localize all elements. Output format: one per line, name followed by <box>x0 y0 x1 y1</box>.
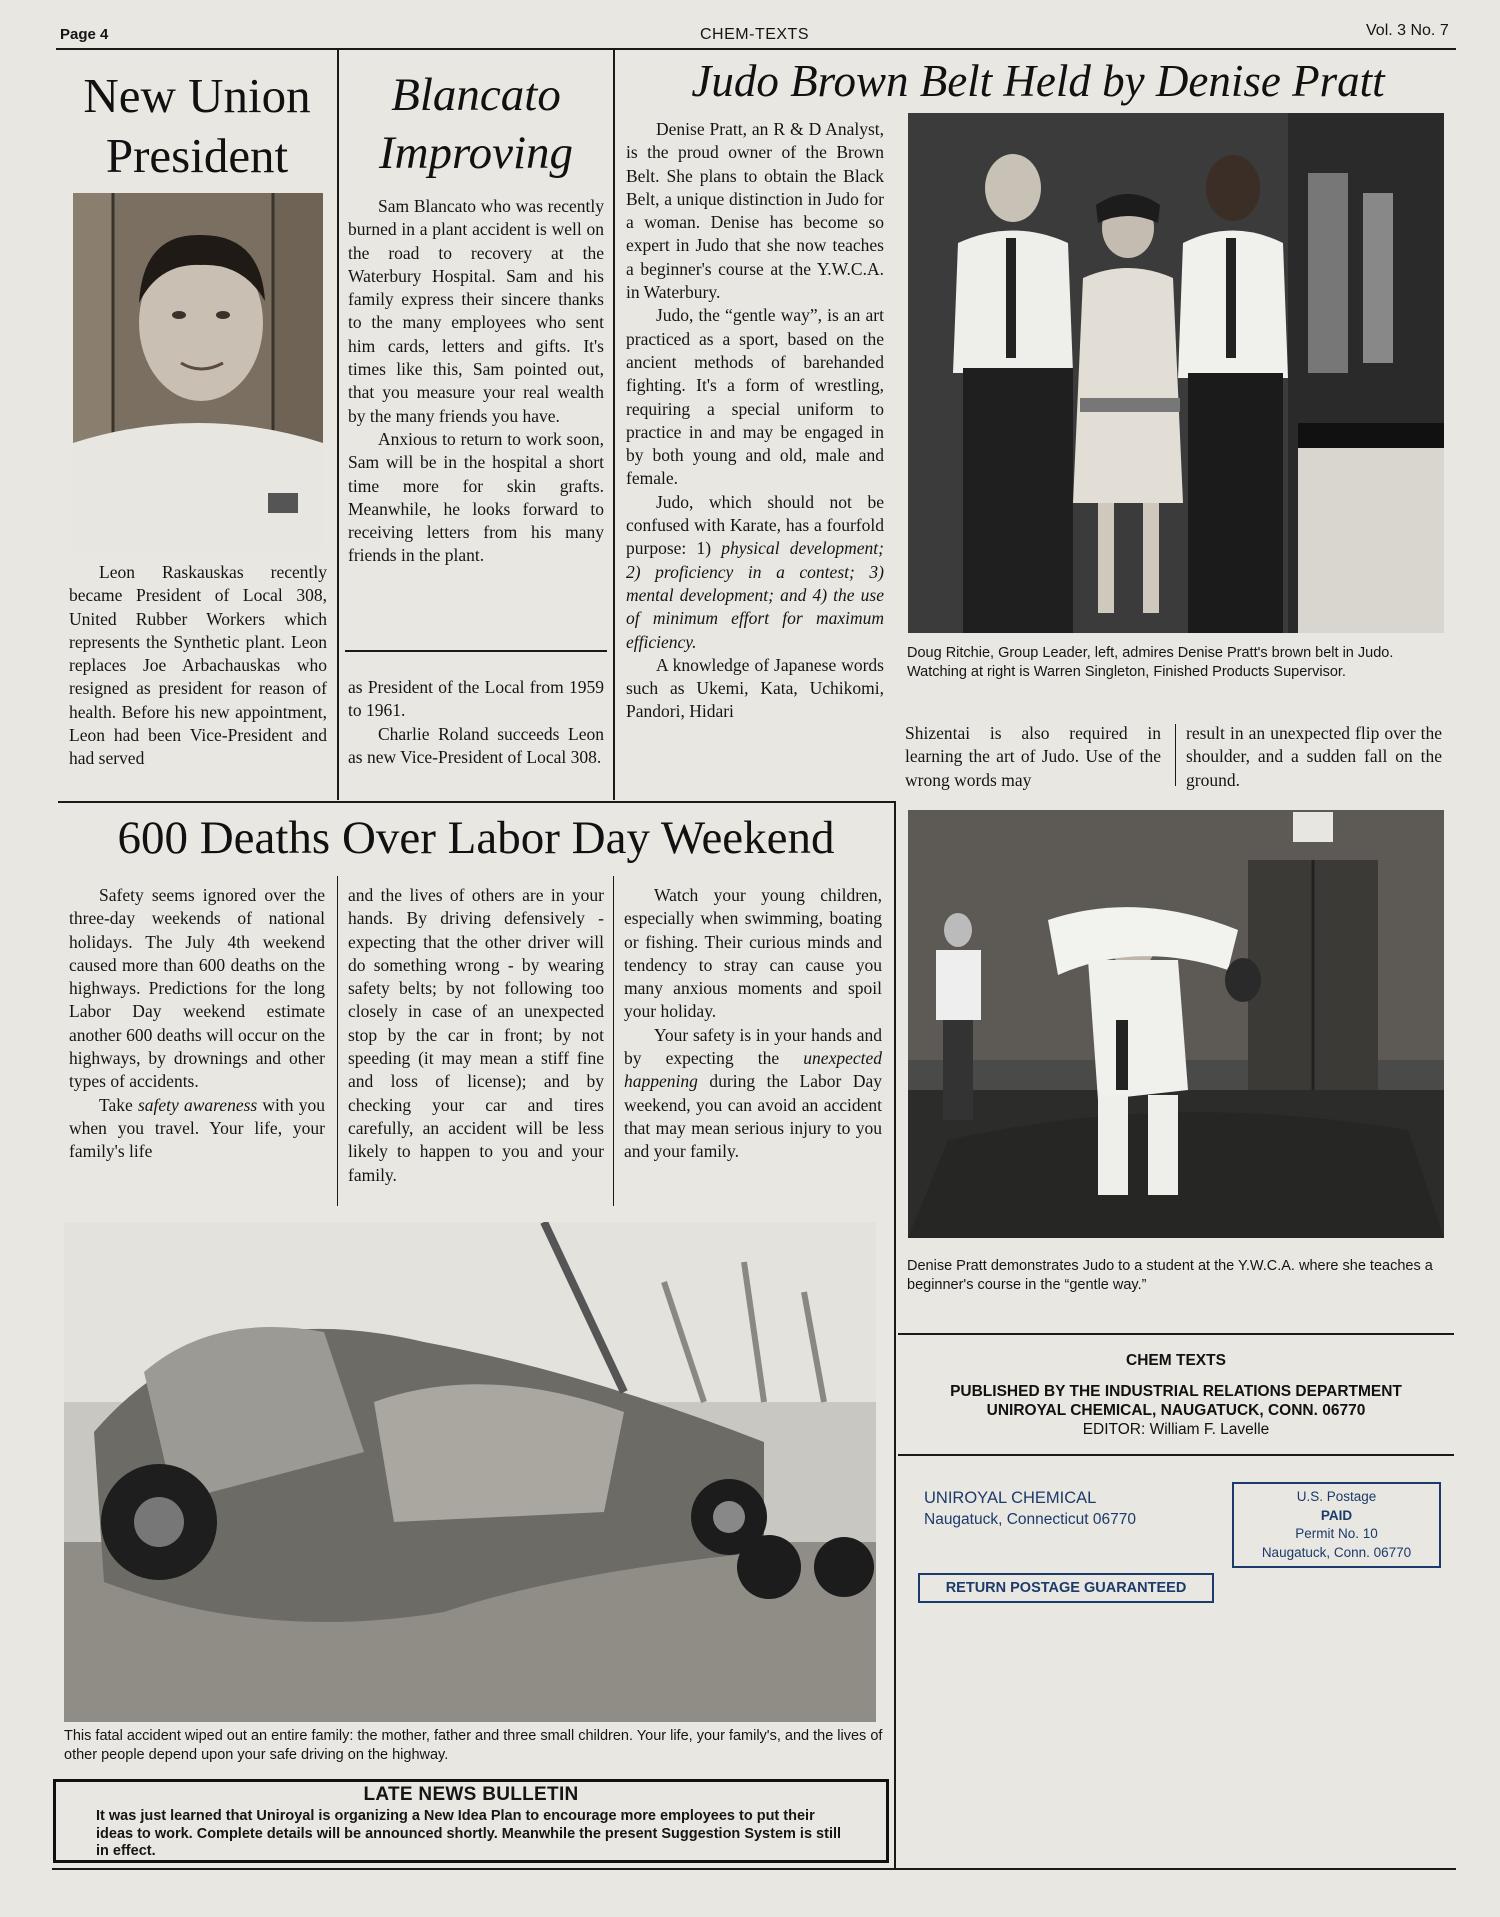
labor-day-col3 <box>624 884 882 1164</box>
judo-paragraph-1: Denise Pratt, an R & D Analyst, is the proud owner of the Brown Belt. She plans to obtain the Black Belt, a unique distinction in Judo for a woman. Denise has become so expert in Judo that she now teaches a beginner's course at the Y.W.C.A. in Waterbury. <box>626 119 884 303</box>
judo-lab-photo <box>908 113 1444 633</box>
masthead-line2: UNIROYAL CHEMICAL, NAUGATUCK, CONN. 06770 <box>986 1402 1366 1419</box>
blancato-paragraph-2: Anxious to return to work soon, Sam will be in the hospital a short time more for skin grafts. Meanwhile, he looks forward to receiving letters from his many friends in the plant. <box>348 428 604 566</box>
masthead <box>898 1351 1454 1439</box>
masthead-bottom-rule <box>898 1454 1454 1456</box>
union-article-continued <box>348 676 604 769</box>
late-news-bulletin <box>53 1779 889 1863</box>
labor-col-rule-2 <box>613 876 614 1206</box>
union-paragraph-3: Charlie Roland succeeds Leon as new Vice-President of Local 308. <box>348 723 604 767</box>
blancato-paragraph-1: Sam Blancato who was recently burned in a plant accident is well on the road to recovery at the Waterbury Hospital. Sam and his family express their sincere thanks to the many employees who sent him cards, letters and gifts. It's times like this, Sam pointed out, that you measure your real wealth by the many friends you have. <box>348 196 604 426</box>
sender-city: Naugatuck, Connecticut 06770 <box>924 1511 1136 1528</box>
publication-title: CHEM-TEXTS <box>700 26 809 43</box>
judo-lab-illustration <box>908 113 1444 633</box>
masthead-top-rule <box>898 1333 1454 1335</box>
sender-name: UNIROYAL CHEMICAL <box>924 1489 1097 1507</box>
section-rule-labor-day <box>58 801 896 803</box>
judo-paragraph-6: result in an unexpected flip over the shoulder, and a sudden fall on the ground. <box>1186 723 1442 790</box>
labor-day-col1-p2-end: with you when you travel. Your life, your family's life <box>69 1094 325 1162</box>
judo-headline: Judo Brown Belt Held by Denise Pratt <box>691 56 1385 106</box>
volume-number: Vol. 3 No. 7 <box>1366 22 1449 39</box>
bulletin-title: LATE NEWS BULLETIN <box>363 1784 579 1805</box>
labor-day-col1-p2-italic: safety awareness <box>137 1094 258 1115</box>
judo-paragraph-3-italic: physical development; 2) proficiency in a contest; 3) mental development; and 4) the use of minimum effort for maximum efficiency. <box>626 538 884 652</box>
postage-line1: U.S. Postage <box>1296 1489 1377 1504</box>
masthead-line1: PUBLISHED BY THE INDUSTRIAL RELATIONS DEPARTMENT <box>950 1383 1402 1400</box>
union-paragraph-2: as President of the Local from 1959 to 1961. <box>348 677 604 721</box>
judo-paragraph-4: A knowledge of Japanese words such as Ukemi, Kata, Uchikomi, Pandori, Hidari <box>626 654 884 722</box>
blancato-headline-line1: Blancato <box>391 69 561 121</box>
labor-day-col3-paragraph-1: Watch your young children, especially when swimming, boating or fishing. Their curious minds and tendency to stray can cause you many anxious moments and spoil your holiday. <box>624 885 882 1022</box>
labor-day-headline: 600 Deaths Over Labor Day Weekend <box>117 812 835 864</box>
union-headline-line1: New Union <box>83 68 311 123</box>
labor-day-col2-paragraph-1: and the lives of others are in your hands. By driving defensively - expecting that the other driver will do something wrong - by wearing safety belts; by not following too closely in case of an unexpected stop by the car in front; by not speeding (it may mean a stiff fine and loss of license); and by checking your car and tires carefully, an accident will be less likely to happen to you and your family. <box>348 885 604 1185</box>
blancato-end-rule <box>345 650 607 652</box>
labor-day-col1 <box>69 884 325 1164</box>
leon-portrait-illustration <box>73 193 323 551</box>
masthead-name: CHEM TEXTS <box>1126 1352 1226 1369</box>
blancato-headline-line2: Improving <box>378 127 574 179</box>
judo-article-body <box>626 118 884 724</box>
car-wreck-caption: This fatal accident wiped out an entire family: the mother, father and three small children. Your life, your family's, and the lives of other people depend upon your safe driving on the highway. <box>64 1728 883 1763</box>
sender-address <box>924 1487 1136 1531</box>
union-headline-line2: President <box>105 128 289 183</box>
column-rule-1 <box>337 50 339 800</box>
postage-line4: Naugatuck, Conn. 06770 <box>1261 1544 1412 1560</box>
judo-photo2-caption: Denise Pratt demonstrates Judo to a student at the Y.W.C.A. where she teaches a beginner's course in the “gentle way.” <box>907 1258 1433 1293</box>
blancato-headline <box>346 66 606 182</box>
labor-day-col2 <box>348 884 604 1187</box>
main-vertical-rule <box>894 801 896 1869</box>
union-headline <box>58 66 336 186</box>
blancato-article-body <box>348 195 604 568</box>
labor-day-col1-p2-start: Take <box>99 1094 138 1115</box>
car-wreck-photo <box>64 1222 876 1722</box>
labor-day-col3-p2-end: during the Labor Day weekend, you can avoid an accident that may mean serious injury to you and your family. <box>624 1071 882 1162</box>
judo-paragraph-5: Shizentai is also required in learning the art of Judo. Use of the wrong words may <box>905 723 1161 790</box>
labor-col-rule-1 <box>337 876 338 1206</box>
page-number: Page 4 <box>60 26 109 43</box>
labor-day-col3-p2-italic: unexpected happening <box>624 1048 882 1092</box>
union-paragraph-1: Leon Raskauskas recently became President of Local 308, United Rubber Workers which represents the Synthetic plant. Leon replaces Joe Arbachauskas who resigned as president for reason of health. Before his new appointment, Leon had been Vice-President and had served <box>69 562 327 769</box>
judo-paragraph-2: Judo, the “gentle way”, is an art practiced as a sport, based on the ancient methods of barehanded fighting. It's a form of wrestling, requiring a special uniform to practice in and may be engaged in by both young and old, male and female. <box>626 305 884 489</box>
postage-line2: PAID <box>1320 1507 1353 1523</box>
page-bottom-rule <box>52 1868 1456 1870</box>
postage-line3: Permit No. 10 <box>1295 1526 1378 1541</box>
judo-demo-illustration <box>908 810 1444 1238</box>
judo-demo-photo <box>908 810 1444 1238</box>
union-article-body <box>69 561 327 771</box>
leon-portrait-photo <box>73 193 323 551</box>
masthead-editor: EDITOR: William F. Lavelle <box>1082 1421 1270 1438</box>
judo-photo1-caption: Doug Ritchie, Group Leader, left, admires Denise Pratt's brown belt in Judo. Watching at right is Warren Singleton, Finished Products Supervisor. <box>907 645 1394 680</box>
judo-bottom-col-rule <box>1175 724 1176 786</box>
return-postage-label: RETURN POSTAGE GUARANTEED <box>918 1573 1214 1603</box>
labor-day-col1-paragraph-1: Safety seems ignored over the three-day weekends of national holidays. The July 4th weekend caused more than 600 deaths on the highways. Predictions for the long Labor Day weekend estimate another 600 deaths will occur on the highways, by drownings and other types of accidents. <box>69 885 325 1092</box>
postage-indicia <box>1232 1482 1441 1568</box>
header-rule <box>56 48 1456 50</box>
judo-continued-right <box>1186 722 1442 792</box>
labor-day-col3-p2-start: Your safety is in your hands and by expecting the <box>624 1024 882 1069</box>
bulletin-text: It was just learned that Uniroyal is organizing a New Idea Plan to encourage more employees to put their ideas to work. Complete details will be announced shortly. Meanwhile the present Suggestion System is still in effect. <box>96 1808 842 1859</box>
judo-paragraph-3-text: Judo, which should not be confused with Karate, has a fourfold purpose: 1) <box>626 491 884 559</box>
judo-continued-left <box>905 722 1161 792</box>
car-wreck-illustration <box>64 1222 876 1722</box>
column-rule-2 <box>613 50 615 800</box>
